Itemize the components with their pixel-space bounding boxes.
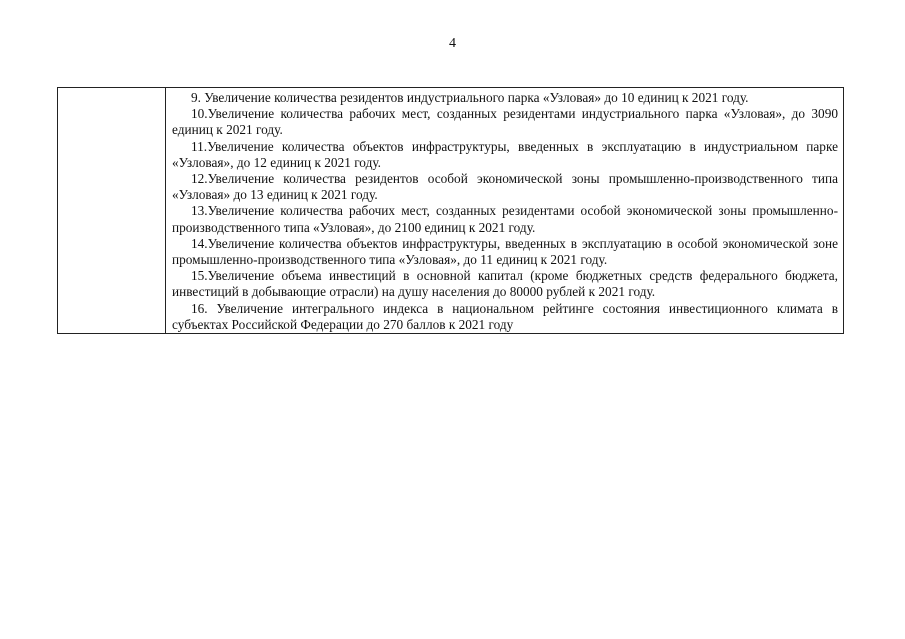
- list-item: 11.Увеличение количества объектов инфраструктуры, введенных в эксплуатацию в индустриальном парке «Узловая», до 12 единиц к 2021 году.: [172, 138, 838, 170]
- list-item: 16. Увеличение интегрального индекса в национальном рейтинге состояния инвестиционного климата в субъектах Российской Федерации до 270 баллов к 2021 году: [172, 300, 838, 332]
- page-number: 4: [449, 36, 456, 51]
- list-item: 12.Увеличение количества резидентов особой экономической зоны промышленно-производственного типа «Узловая» до 13 единиц к 2021 году.: [172, 171, 838, 203]
- indicators-table: [57, 87, 844, 334]
- list-item: 13.Увеличение количества рабочих мест, созданных резидентами особой экономической зоны промышленно-производственного типа «Узловая», до 2100 единиц к 2021 году.: [172, 203, 838, 235]
- list-item: 10.Увеличение количества рабочих мест, созданных резидентами индустриального парка «Узловая», до 3090 единиц к 2021 году.: [172, 106, 838, 138]
- table-left-cell: [58, 88, 166, 333]
- list-item: 14.Увеличение количества объектов инфраструктуры, введенных в эксплуатацию в особой экономической зоне промышленно-производственного типа «Узловая», до 11 единиц к 2021 году.: [172, 235, 838, 268]
- table-right-cell: [166, 88, 843, 333]
- list-item: 15.Увеличение объема инвестиций в основной капитал (кроме бюджетных средств федерального бюджета, инвестиций в добывающие отрасли) на душу населения до 80000 рублей к 2021 году.: [172, 268, 838, 300]
- list-item: 9. Увеличение количества резидентов индустриального парка «Узловая» до 10 единиц к 2021 году.: [191, 90, 749, 105]
